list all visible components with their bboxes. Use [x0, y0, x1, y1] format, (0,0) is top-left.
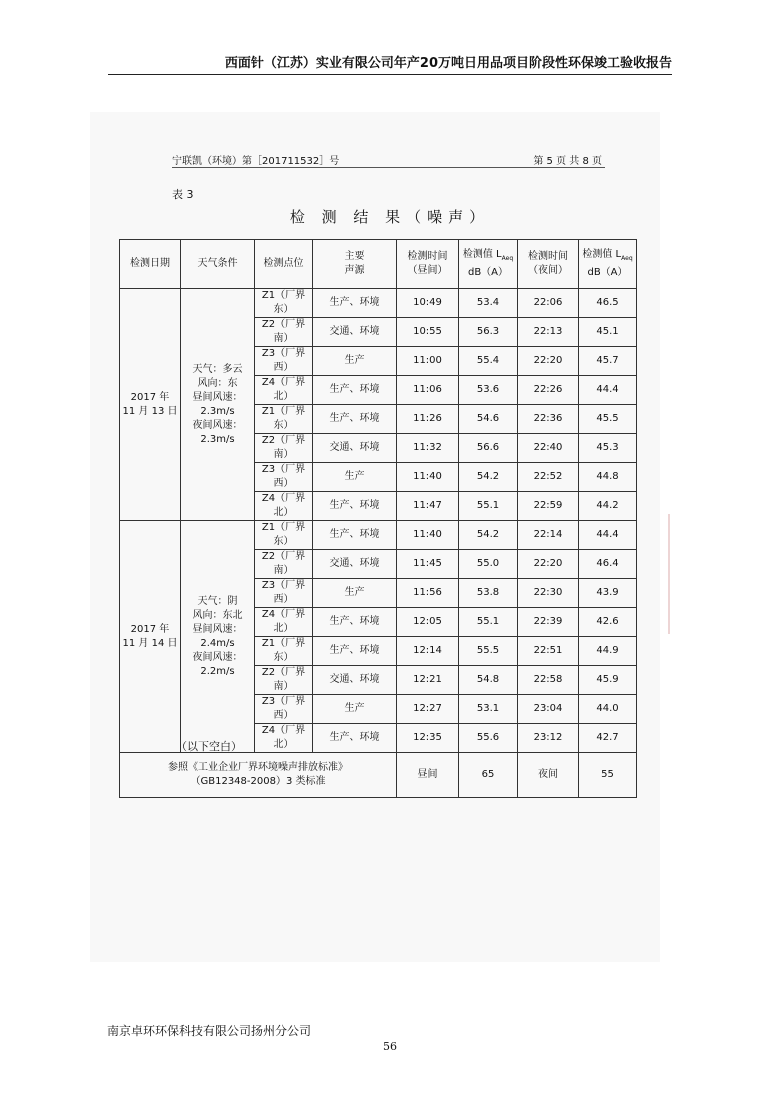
- header-weather: 天气条件: [181, 240, 255, 289]
- cell-night-time: 22:51: [518, 637, 579, 666]
- cell-night-val: 44.9: [579, 637, 637, 666]
- cell-point: Z4（厂界北）: [255, 608, 313, 637]
- weather-line: 2.4m/s: [200, 637, 235, 649]
- cell-night-val: 42.6: [579, 608, 637, 637]
- weather-line: 风向：东: [197, 377, 238, 389]
- reference-night-label: 夜间: [518, 753, 579, 798]
- table-label: 表 3: [172, 188, 194, 201]
- cell-point: Z1（厂界东）: [255, 637, 313, 666]
- cell-day-val: 53.4: [459, 289, 518, 318]
- reference-day-label: 昼间: [397, 753, 459, 798]
- cell-night-val: 45.7: [579, 347, 637, 376]
- weather-line: 天气：多云: [192, 363, 243, 375]
- reference-day-limit: 65: [459, 753, 518, 798]
- weather-line: 2.3m/s: [200, 433, 235, 445]
- cell-source: 生产、环境: [313, 608, 397, 637]
- cell-source: 生产: [313, 579, 397, 608]
- cell-point: Z3（厂界西）: [255, 695, 313, 724]
- cell-day-val: 55.0: [459, 550, 518, 579]
- cell-night-time: 22:59: [518, 492, 579, 521]
- table-row: [120, 289, 637, 318]
- cell-night-time: 22:40: [518, 434, 579, 463]
- report-number: 宁联凯（环境）第［201711532］号: [172, 156, 340, 167]
- cell-night-val: 45.1: [579, 318, 637, 347]
- cell-day-val: 54.8: [459, 666, 518, 695]
- cell-day-time: 10:55: [397, 318, 459, 347]
- reference-standard-label: 参照《工业企业厂界环境噪声排放标准》 （GB12348-2008）3 类标准: [120, 753, 397, 798]
- cell-night-time: 22:26: [518, 376, 579, 405]
- weather-line: 风向：东北: [192, 609, 243, 621]
- cell-source: 生产、环境: [313, 724, 397, 753]
- cell-day-time: 11:06: [397, 376, 459, 405]
- cell-day-val: 53.1: [459, 695, 518, 724]
- cell-source: 生产、环境: [313, 405, 397, 434]
- cell-day-time: 11:40: [397, 463, 459, 492]
- cell-day-time: 11:40: [397, 521, 459, 550]
- cell-night-val: 45.3: [579, 434, 637, 463]
- cell-day-val: 56.3: [459, 318, 518, 347]
- cell-day-val: 55.6: [459, 724, 518, 753]
- cell-weather: [181, 521, 255, 753]
- header-night-value: 检测值 $L_{Aeq}$ dB（A）: [579, 240, 637, 289]
- cell-source: 生产、环境: [313, 289, 397, 318]
- cell-day-time: 11:47: [397, 492, 459, 521]
- cell-point: Z1（厂界东）: [255, 405, 313, 434]
- weather-line: 夜间风速：: [192, 651, 243, 663]
- weather-line: 夜间风速：: [192, 419, 243, 431]
- cell-source: 生产、环境: [313, 492, 397, 521]
- page-number: 56: [383, 1040, 397, 1053]
- cell-point: Z4（厂界北）: [255, 492, 313, 521]
- cell-day-val: 54.2: [459, 463, 518, 492]
- cell-point: Z2（厂界南）: [255, 434, 313, 463]
- cell-source: 交通、环境: [313, 434, 397, 463]
- cell-point: Z2（厂界南）: [255, 550, 313, 579]
- cell-day-time: 11:56: [397, 579, 459, 608]
- cell-source: 生产、环境: [313, 521, 397, 550]
- cell-day-val: 53.6: [459, 376, 518, 405]
- cell-night-time: 23:12: [518, 724, 579, 753]
- report-header-divider: [172, 167, 605, 168]
- cell-day-val: 55.1: [459, 608, 518, 637]
- header-source: 主要 声源: [313, 240, 397, 289]
- document-header-title: 西面针（江苏）实业有限公司年产20万吨日用品项目阶段性环保竣工验收报告: [224, 56, 672, 71]
- reference-standard-row: [120, 753, 637, 798]
- scan-edge-mark: [668, 514, 670, 634]
- cell-point: Z4（厂界北）: [255, 376, 313, 405]
- cell-night-val: 42.7: [579, 724, 637, 753]
- cell-night-time: 23:04: [518, 695, 579, 724]
- cell-point: Z1（厂界东）: [255, 289, 313, 318]
- blank-below-remark: （以下空白）: [176, 740, 242, 753]
- cell-night-time: 22:13: [518, 318, 579, 347]
- cell-day-time: 12:27: [397, 695, 459, 724]
- cell-source: 生产、环境: [313, 637, 397, 666]
- cell-day-time: 12:21: [397, 666, 459, 695]
- cell-night-val: 46.4: [579, 550, 637, 579]
- cell-night-val: 44.0: [579, 695, 637, 724]
- cell-night-val: 44.8: [579, 463, 637, 492]
- cell-point: Z3（厂界西）: [255, 347, 313, 376]
- cell-day-time: 11:26: [397, 405, 459, 434]
- cell-day-val: 55.5: [459, 637, 518, 666]
- cell-day-time: 12:35: [397, 724, 459, 753]
- weather-line: 2.3m/s: [200, 405, 235, 417]
- cell-weather: [181, 289, 255, 521]
- table-row: [120, 521, 637, 550]
- cell-night-val: 45.5: [579, 405, 637, 434]
- cell-point: Z4（厂界北）: [255, 724, 313, 753]
- weather-line: 昼间风速：: [192, 391, 243, 403]
- cell-source: 生产: [313, 695, 397, 724]
- report-page-info: 第 5 页 共 8 页: [533, 156, 602, 167]
- date-line: 2017 年: [130, 391, 170, 403]
- cell-night-time: 22:36: [518, 405, 579, 434]
- footer-company: 南京卓环环保科技有限公司扬州分公司: [107, 1024, 312, 1038]
- cell-night-val: 44.4: [579, 376, 637, 405]
- cell-night-time: 22:58: [518, 666, 579, 695]
- cell-night-val: 46.5: [579, 289, 637, 318]
- date-line: 11 月 13 日: [122, 405, 178, 417]
- cell-night-time: 22:52: [518, 463, 579, 492]
- cell-night-val: 44.4: [579, 521, 637, 550]
- cell-source: 交通、环境: [313, 550, 397, 579]
- cell-point: Z3（厂界西）: [255, 463, 313, 492]
- header-divider: [108, 74, 672, 75]
- cell-night-time: 22:06: [518, 289, 579, 318]
- cell-night-val: 44.2: [579, 492, 637, 521]
- cell-day-val: 55.1: [459, 492, 518, 521]
- cell-day-time: 10:49: [397, 289, 459, 318]
- header-day-time: 检测时间 （昼间）: [397, 240, 459, 289]
- cell-date: [120, 289, 181, 521]
- cell-day-time: 12:05: [397, 608, 459, 637]
- header-point: 检测点位: [255, 240, 313, 289]
- cell-point: Z2（厂界南）: [255, 318, 313, 347]
- cell-day-time: 12:14: [397, 637, 459, 666]
- cell-day-time: 11:32: [397, 434, 459, 463]
- cell-day-time: 11:45: [397, 550, 459, 579]
- cell-night-val: 45.9: [579, 666, 637, 695]
- cell-night-time: 22:39: [518, 608, 579, 637]
- noise-results-table: [119, 239, 637, 798]
- cell-date: [120, 521, 181, 753]
- weather-line: 天气：阴: [197, 595, 238, 607]
- cell-point: Z1（厂界东）: [255, 521, 313, 550]
- date-line: 2017 年: [130, 623, 170, 635]
- cell-night-time: 22:30: [518, 579, 579, 608]
- cell-day-val: 55.4: [459, 347, 518, 376]
- header-night-time: 检测时间 （夜间）: [518, 240, 579, 289]
- cell-point: Z3（厂界西）: [255, 579, 313, 608]
- header-day-value: 检测值 $L_{Aeq}$ dB（A）: [459, 240, 518, 289]
- cell-source: 生产: [313, 347, 397, 376]
- cell-point: Z2（厂界南）: [255, 666, 313, 695]
- cell-night-time: 22:14: [518, 521, 579, 550]
- weather-line: 昼间风速：: [192, 623, 243, 635]
- cell-day-val: 54.6: [459, 405, 518, 434]
- header-date: 检测日期: [120, 240, 181, 289]
- date-line: 11 月 14 日: [122, 637, 178, 649]
- cell-night-time: 22:20: [518, 550, 579, 579]
- cell-source: 生产、环境: [313, 376, 397, 405]
- cell-day-time: 11:00: [397, 347, 459, 376]
- cell-source: 生产: [313, 463, 397, 492]
- cell-day-val: 53.8: [459, 579, 518, 608]
- reference-night-limit: 55: [579, 753, 637, 798]
- cell-source: 交通、环境: [313, 666, 397, 695]
- cell-night-time: 22:20: [518, 347, 579, 376]
- cell-source: 交通、环境: [313, 318, 397, 347]
- table-title: 检 测 结 果（噪声）: [289, 208, 491, 226]
- cell-night-val: 43.9: [579, 579, 637, 608]
- table-header-row: [120, 240, 637, 289]
- cell-day-val: 54.2: [459, 521, 518, 550]
- cell-day-val: 56.6: [459, 434, 518, 463]
- weather-line: 2.2m/s: [200, 665, 235, 677]
